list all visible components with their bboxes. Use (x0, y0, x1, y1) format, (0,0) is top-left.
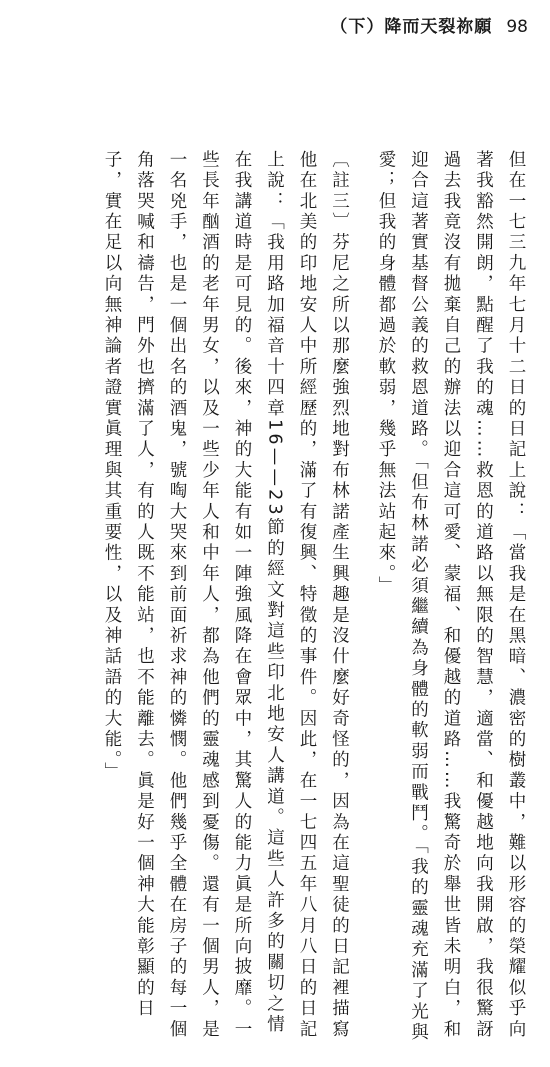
page-number: 98 (506, 17, 528, 37)
running-header (330, 12, 528, 37)
paragraph-note-three (96, 150, 356, 1050)
footnote-label: 〔註三〕 (329, 150, 350, 233)
chapter-title: （下）降而天裂祢願 (330, 17, 493, 37)
paragraph-note-three-text: 芬尼之所以那麼強烈地對布林諾產生興趣是沒什麼好奇怪的，因為在這聖徒的日記裡描寫他在北美的印地安人中所經歷的，滿了有復興、特徵的事件。因此，在一七四五年八月八日的日記上說：「我用路加福音十四章16——23節的經文對這些印北地安人講道。這些人許多的關切之情在我講道時是可見的。後來，神的大能有如一陣強風降在會眾中，其驚人的能力眞是所向披靡。一些長年酗酒的老年男女，以及一些少年人和中年人，都為他們的靈魂感到憂傷。還有一個男人，是一名兇手，也是一個出名的酒鬼，號啕大哭來到前面祈求神的憐憫。他們幾乎全體在房子的每一個角落哭喊和禱告，門外也擠滿了人，有的人既不能站，也不能離去。眞是好一個神大能彰顯的日子，實在足以向無神論者證實眞理與其重要性，以及神話語的大能。」 (102, 150, 350, 1041)
vertical-text-body (12, 150, 532, 1050)
paragraph-diary-1739: 但在一七三九年七月十二日的日記上說：「當我是在黑暗、濃密的樹叢中，難以形容的榮耀似乎向著我豁然開朗，點醒了我的魂……救恩的道路以無限的智慧，適當、和優越地向我開啟，我很驚訝過去我竟沒有拋棄自己的辦法以迎合這可愛、蒙福、和優越的道路……我驚奇於舉世皆未明白，和迎合這著實基督公義的救恩道路。「但布林諾必須繼續為身體的軟弱而戰鬥。「我的靈魂充滿了光與愛；但我的身體都過於軟弱，幾乎無法站起來。」 (376, 150, 526, 1044)
